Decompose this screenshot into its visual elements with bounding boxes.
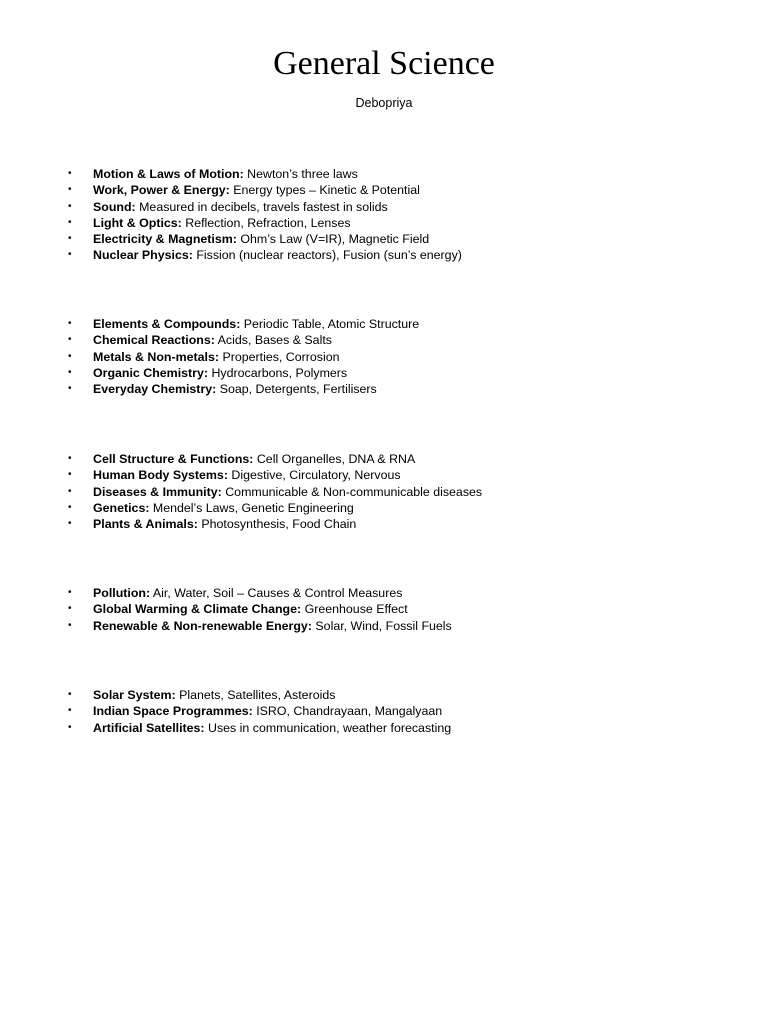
list-item bbox=[0, 332, 768, 348]
list-item-key: Diseases & Immunity: bbox=[93, 484, 222, 499]
list-item-text bbox=[93, 332, 332, 348]
list-item-text bbox=[93, 703, 442, 719]
bullet-icon: • bbox=[68, 216, 72, 228]
list-item-key: Light & Optics: bbox=[93, 215, 182, 230]
list-item-text bbox=[93, 601, 408, 617]
list-item-text bbox=[93, 467, 401, 483]
bullet-icon: • bbox=[68, 619, 72, 631]
list-item-key: Human Body Systems: bbox=[93, 468, 228, 483]
list-item-value: Communicable & Non-communicable diseases bbox=[221, 484, 483, 499]
list-item-text bbox=[93, 199, 388, 215]
bullet-icon: • bbox=[68, 350, 72, 362]
bullet-icon: • bbox=[68, 334, 72, 346]
list-item-value: Uses in communication, weather forecasting bbox=[204, 720, 452, 735]
list-item-key: Solar System: bbox=[93, 688, 176, 702]
list-item-value: Properties, Corrosion bbox=[219, 349, 340, 364]
bullet-icon: • bbox=[68, 383, 72, 395]
list-item bbox=[0, 720, 768, 736]
list-item-value: Ohm’s Law (V=IR), Magnetic Field bbox=[236, 232, 430, 247]
list-item bbox=[0, 618, 768, 634]
bullet-icon: • bbox=[68, 233, 72, 245]
bullet-icon: • bbox=[68, 184, 72, 196]
list-item-text bbox=[93, 516, 356, 532]
bullet-icon: • bbox=[68, 366, 72, 378]
list-item-value: Mendel’s Laws, Genetic Engineering bbox=[149, 500, 354, 515]
list-item-text bbox=[93, 687, 335, 703]
list-item bbox=[0, 231, 768, 247]
bullet-icon: • bbox=[68, 603, 72, 615]
bullet-list-section-5 bbox=[0, 687, 768, 736]
bullet-icon: • bbox=[68, 518, 72, 530]
list-item-value: Periodic Table, Atomic Structure bbox=[240, 317, 420, 331]
list-item-value: Energy types – Kinetic & Potential bbox=[229, 183, 420, 198]
list-item-key: Pollution: bbox=[93, 586, 151, 600]
list-item-value: Photosynthesis, Food Chain bbox=[197, 517, 357, 532]
list-item-text bbox=[93, 585, 402, 601]
bullet-icon: • bbox=[68, 485, 72, 497]
list-item bbox=[0, 199, 768, 215]
list-item bbox=[0, 365, 768, 381]
list-item bbox=[0, 467, 768, 483]
bullet-icon: • bbox=[68, 501, 72, 513]
list-item-text bbox=[93, 231, 429, 247]
list-item bbox=[0, 687, 768, 703]
bullet-icon: • bbox=[68, 689, 72, 700]
list-item-text bbox=[93, 365, 347, 381]
bullet-icon: • bbox=[68, 705, 72, 717]
list-item-value: ISRO, Chandrayaan, Mangalyaan bbox=[252, 704, 443, 719]
bullet-icon: • bbox=[68, 721, 72, 733]
list-item-key: Global Warming & Climate Change: bbox=[93, 602, 302, 617]
bullet-list-section-4 bbox=[0, 585, 768, 634]
list-item bbox=[0, 484, 768, 500]
list-item-key: Sound: bbox=[93, 199, 136, 214]
list-item-key: Chemical Reactions: bbox=[93, 333, 215, 348]
bullet-icon: • bbox=[68, 453, 72, 464]
list-item-value: Planets, Satellites, Asteroids bbox=[175, 688, 336, 702]
list-item-key: Genetics: bbox=[93, 500, 150, 515]
list-item-text bbox=[93, 451, 415, 467]
bullet-icon: • bbox=[68, 200, 72, 212]
list-item-value: Greenhouse Effect bbox=[301, 602, 408, 617]
list-item bbox=[0, 381, 768, 397]
list-item-key: Indian Space Programmes: bbox=[93, 704, 253, 719]
list-item-value: Acids, Bases & Salts bbox=[214, 333, 332, 348]
bullet-list-section-1 bbox=[0, 166, 768, 264]
bullet-list-section-3 bbox=[0, 451, 768, 532]
list-item-value: Soap, Detergents, Fertilisers bbox=[216, 382, 377, 397]
list-item bbox=[0, 349, 768, 365]
list-item bbox=[0, 703, 768, 719]
list-item-key: Elements & Compounds: bbox=[93, 317, 241, 331]
list-item-key: Metals & Non-metals: bbox=[93, 349, 219, 364]
list-item-text bbox=[93, 500, 354, 516]
list-item-text bbox=[93, 720, 451, 736]
list-item bbox=[0, 601, 768, 617]
list-item bbox=[0, 316, 768, 332]
list-item bbox=[0, 451, 768, 467]
bullet-icon: • bbox=[68, 469, 72, 481]
list-item-key: Electricity & Magnetism: bbox=[93, 232, 237, 247]
list-item-value: Solar, Wind, Fossil Fuels bbox=[311, 618, 452, 633]
bullet-icon: • bbox=[68, 587, 72, 598]
list-item-text bbox=[93, 182, 420, 198]
list-item-text bbox=[93, 215, 351, 231]
list-item-key: Cell Structure & Functions: bbox=[93, 452, 254, 466]
list-item-value: Cell Organelles, DNA & RNA bbox=[253, 452, 416, 466]
list-item-text bbox=[93, 349, 340, 365]
list-item-text bbox=[93, 484, 482, 500]
list-item-text bbox=[93, 381, 377, 397]
list-item-key: Nuclear Physics: bbox=[93, 248, 193, 263]
list-item bbox=[0, 182, 768, 198]
list-item-key: Renewable & Non-renewable Energy: bbox=[93, 618, 312, 633]
list-item bbox=[0, 516, 768, 532]
document-author: Debopriya bbox=[355, 96, 413, 110]
list-item bbox=[0, 500, 768, 516]
bullet-icon: • bbox=[68, 168, 72, 179]
list-item-value: Fission (nuclear reactors), Fusion (sun’s energy) bbox=[192, 248, 462, 263]
bullet-icon: • bbox=[68, 249, 72, 261]
list-item-text bbox=[93, 247, 462, 263]
list-item-key: Everyday Chemistry: bbox=[93, 382, 217, 397]
list-item-key: Artificial Satellites: bbox=[93, 720, 205, 735]
list-item-value: Measured in decibels, travels fastest in solids bbox=[135, 199, 388, 214]
list-item bbox=[0, 585, 768, 601]
list-item-value: Hydrocarbons, Polymers bbox=[208, 365, 348, 380]
list-item-text bbox=[93, 618, 452, 634]
list-item bbox=[0, 215, 768, 231]
list-item-key: Motion & Laws of Motion: bbox=[93, 167, 244, 181]
list-item-key: Organic Chemistry: bbox=[93, 365, 208, 380]
list-item bbox=[0, 247, 768, 263]
document-title: General Science bbox=[273, 45, 495, 82]
bullet-list-section-2 bbox=[0, 316, 768, 397]
list-item-key: Work, Power & Energy: bbox=[93, 183, 230, 198]
list-item-value: Newton’s three laws bbox=[243, 167, 358, 181]
list-item bbox=[0, 166, 768, 182]
bullet-icon: • bbox=[68, 318, 72, 329]
list-item-value: Air, Water, Soil – Causes & Control Measures bbox=[150, 586, 403, 600]
list-item-key: Plants & Animals: bbox=[93, 517, 198, 532]
list-item-value: Digestive, Circulatory, Nervous bbox=[227, 468, 401, 483]
list-item-text bbox=[93, 316, 419, 332]
list-item-text bbox=[93, 166, 358, 182]
list-item-value: Reflection, Refraction, Lenses bbox=[181, 215, 351, 230]
